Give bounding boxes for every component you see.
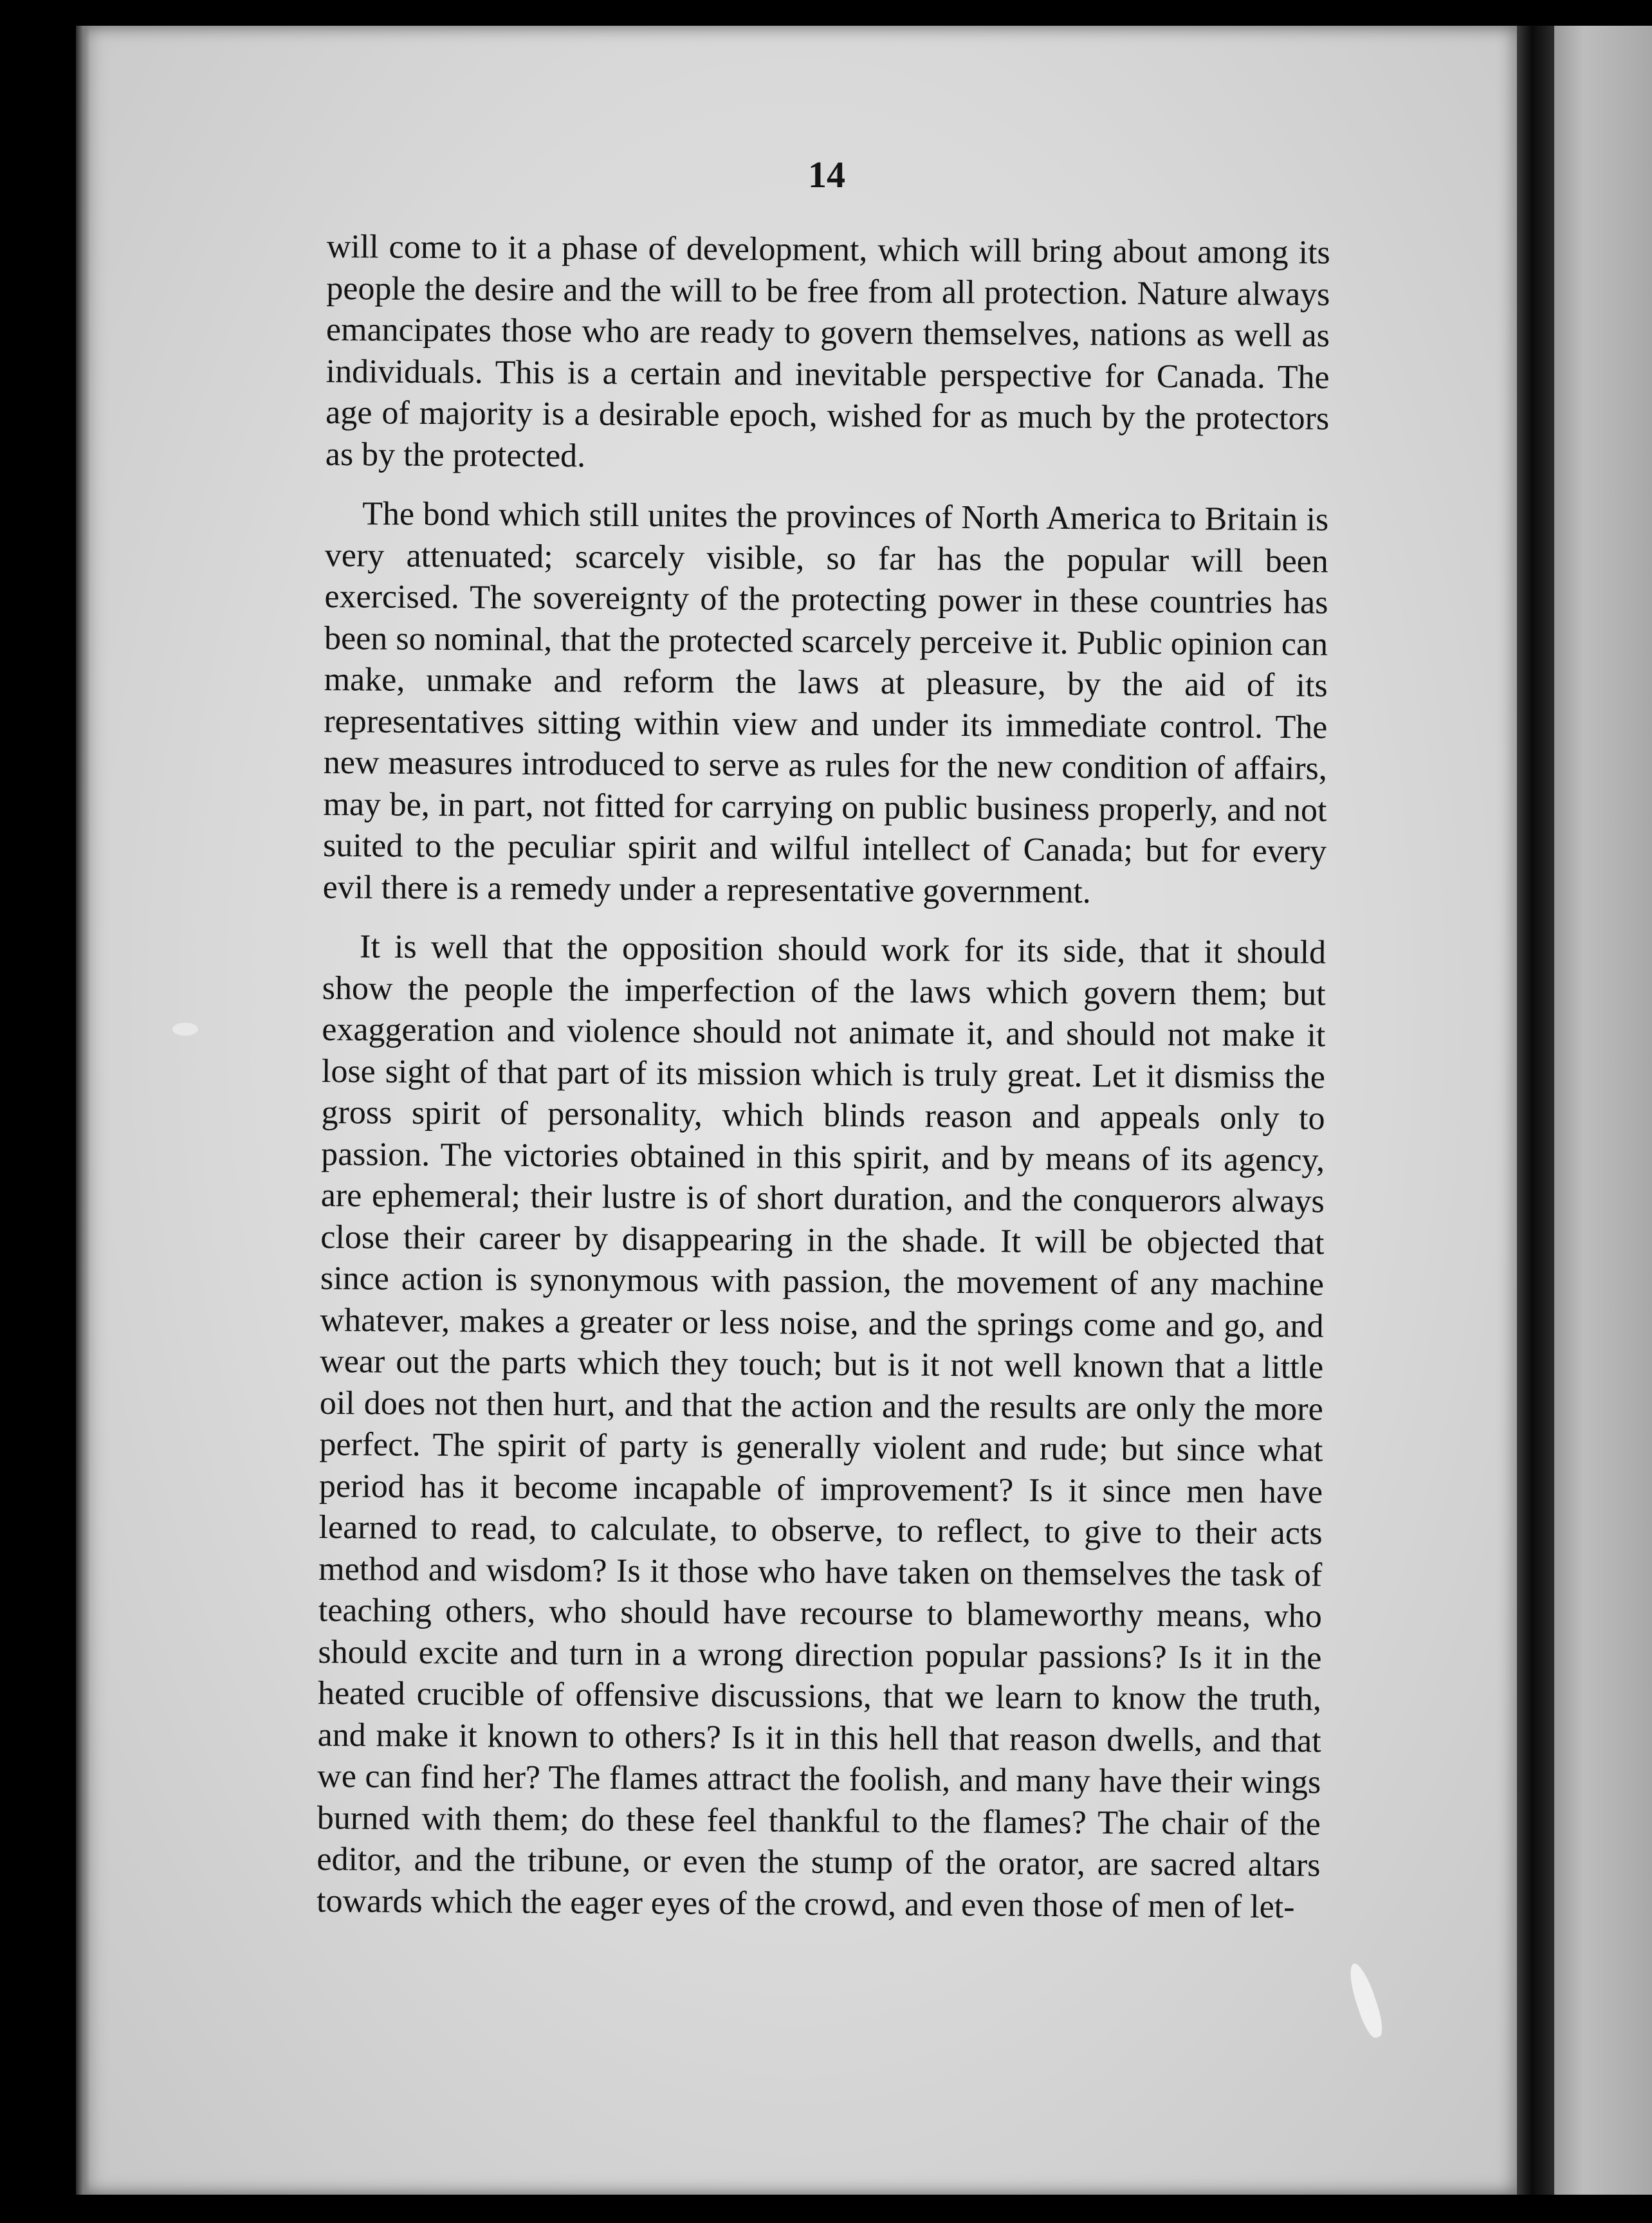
adjacent-page-edge xyxy=(1554,26,1652,2195)
paragraph: The bond which still unites the provinces of North America to Britain is very attenuated; scarcely visible, so far has the popular will been exercised. The sovereignty of the protecting power in these countries has been so nominal, that the protected scarcely perceive it. Public opinion can make, unmake and reform the laws at pleasure, by the aid of its representatives sitting within view and under its immediate control. The new measures introduced to serve as rules for the new condition of affairs, may be, in part, not fitted for carrying on public business properly, and not suited to the peculiar spirit and wilful intellect of Canada; but for every evil there is a remedy under a representative government. xyxy=(322,495,1329,910)
paragraph: will come to it a phase of development, which will bring about among its people the desire and the will to be free from all protection. Nature always emancipates those who are ready to govern themselves, nations as well as individuals. This is a certain and inevitable perspective for Canada. The age of majority is a desirable epoch, wished for as much by the protectors as by the protected. xyxy=(325,228,1330,474)
scan-border-left xyxy=(0,0,76,2223)
scan-border-top xyxy=(0,0,1652,26)
book-gutter xyxy=(1517,26,1554,2195)
paragraph: It is well that the opposition should work for its side, that it should show the people the imperfection of the laws which govern them; but exaggeration and violence should not animate it, and should not make it lose sight of that part of its mission which is truly great. Let it dismiss the gross spirit of personality, which blinds reason and appeals only to passion. The victories obtained in this spirit, and by means of its agency, are ephemeral; their lustre is of short duration, and the conquerors always close their career by disappearing in the shade. It will be objected that since action is synonymous with passion, the movement of any machine whatever, makes a greater or less noise, and the springs come and go, and wear out the parts which they touch; but is it not well known that a little oil does not then hurt, and that the action and the results are only the more perfect. The spirit of party is generally violent and rude; but since what period has it become incapable of improvement? Is it since men have learned to read, to calculate, to observe, to reflect, to give to their acts method and wisdom? Is it those who have taken on themselves the task of teaching others, who should have recourse to blameworthy means, who should excite and turn in a wrong direction popular passions? Is it in the heated crucible of offensive discussions, that we learn to know the truth, and make it known to others? Is it in this hell that reason dwells, and that we can find her? The flames attract the foolish, and many have their wings burned with them; do these feel thankful to the flames? The chair of the editor, and the tribune, or even the stump of the orator, are sacred altars towards which the eager eyes of the crowd, and even those of men of let- xyxy=(316,928,1326,1925)
page-number: 14 xyxy=(808,154,845,196)
scan-border-bottom xyxy=(0,2195,1652,2223)
scan-artifact-small xyxy=(172,1023,198,1036)
page-edge-shadow xyxy=(76,26,90,2195)
body-text xyxy=(317,226,1330,1928)
